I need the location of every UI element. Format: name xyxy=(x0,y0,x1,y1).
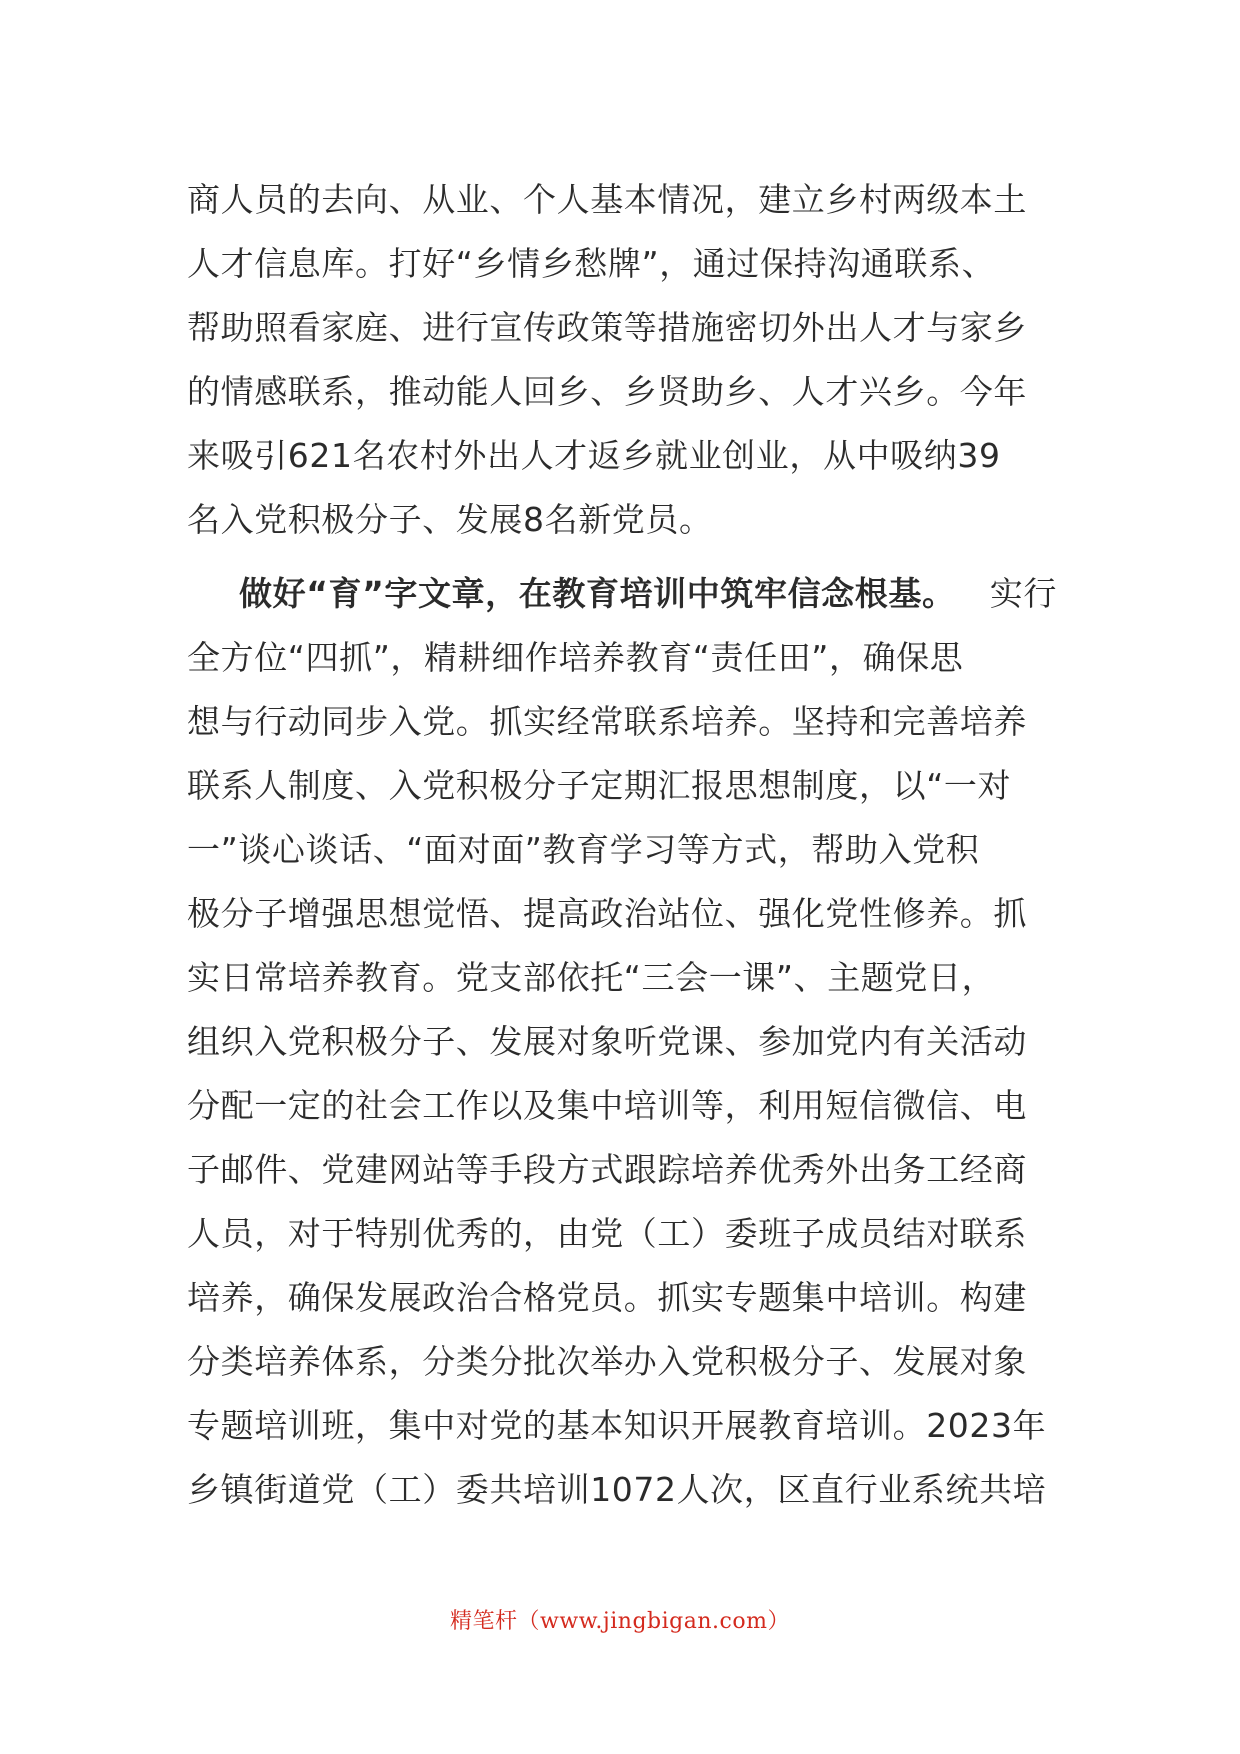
text-line: 的情感联系，推动能人回乡、乡贤助乡、人才兴乡。今年 xyxy=(187,372,1027,411)
text-line: 子邮件、党建网站等手段方式跟踪培养优秀外出务工经商 xyxy=(187,1150,1027,1189)
text-run: 实行 xyxy=(989,574,1057,613)
text-line: 人才信息库。打好“乡情乡愁牌”，通过保持沟通联系、 xyxy=(187,244,996,283)
text-line: 联系人制度、入党积极分子定期汇报思想制度，以“一对 xyxy=(187,766,1012,805)
paragraph-spacer xyxy=(187,552,1057,562)
paragraph-2 xyxy=(187,562,1057,1522)
text-line: 全方位“四抓”，精耕细作培养教育“责任田”，确保思 xyxy=(187,638,964,677)
text-line: 想与行动同步入党。抓实经常联系培养。坚持和完善培养 xyxy=(187,702,1027,741)
text-line: 组织入党积极分子、发展对象听党课、参加党内有关活动 xyxy=(187,1022,1027,1061)
text-line: 来吸引621名农村外出人才返乡就业创业，从中吸纳39 xyxy=(187,436,1001,475)
text-line: 培养，确保发展政治合格党员。抓实专题集中培训。构建 xyxy=(187,1278,1027,1317)
text-line: 人员，对于特别优秀的，由党（工）委班子成员结对联系 xyxy=(187,1214,1027,1253)
text-line: 实日常培养教育。党支部依托“三会一课”、主题党日， xyxy=(187,958,996,997)
footer-watermark: 精笔杆（www.jingbigan.com） xyxy=(450,1609,790,1634)
text-line: 分配一定的社会工作以及集中培训等，利用短信微信、电 xyxy=(187,1086,1027,1125)
text-line: 一”谈心谈话、“面对面”教育学习等方式，帮助入党积 xyxy=(187,830,980,869)
paragraph-2-first-line xyxy=(187,562,1057,626)
text-line: 名入党积极分子、发展8名新党员。 xyxy=(187,500,713,539)
text-line: 分类培养体系，分类分批次举办入党积极分子、发展对象 xyxy=(187,1342,1027,1381)
text-line: 商人员的去向、从业、个人基本情况，建立乡村两级本土 xyxy=(187,180,1027,219)
paragraph-lead-heading: 做好“育”字文章，在教育培训中筑牢信念根基。 xyxy=(239,574,956,613)
text-line: 乡镇街道党（工）委共培训1072人次，区直行业系统共培 xyxy=(187,1470,1047,1509)
text-line: 专题培训班，集中对党的基本知识开展教育培训。2023年 xyxy=(187,1406,1047,1445)
text-line: 帮助照看家庭、进行宣传政策等措施密切外出人才与家乡 xyxy=(187,308,1027,347)
paragraph-1 xyxy=(187,168,1057,552)
body-text xyxy=(187,168,1057,1522)
text-line: 极分子增强思想觉悟、提高政治站位、强化党性修养。抓 xyxy=(187,894,1027,933)
